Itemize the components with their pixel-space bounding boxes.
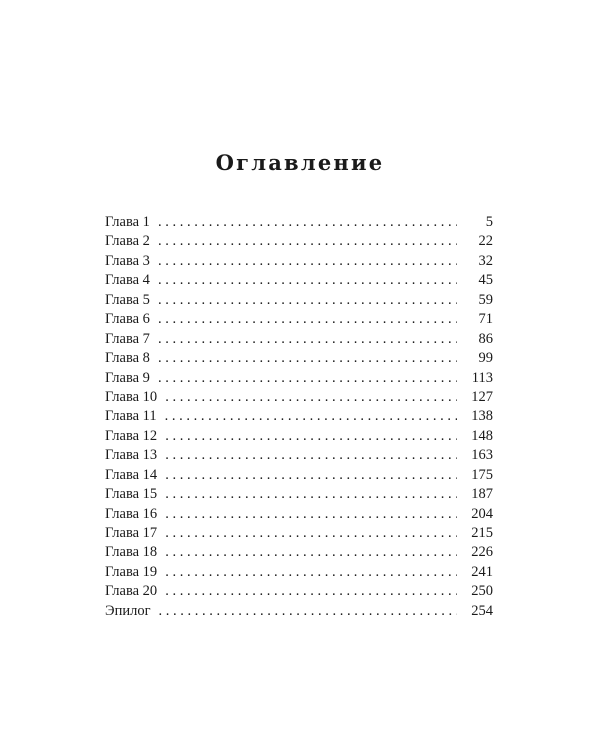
toc-entry-label: Глава 15: [105, 486, 158, 503]
dot-leader: [165, 543, 457, 562]
toc-entry[interactable]: [105, 582, 493, 601]
toc-entry-page-number: 254: [471, 602, 493, 619]
toc-entry-label: Глава 18: [105, 544, 158, 561]
toc-entry[interactable]: [105, 602, 493, 621]
toc-entry[interactable]: [105, 388, 493, 407]
toc-entry-label: Глава 10: [105, 388, 158, 405]
toc-entry[interactable]: [105, 446, 493, 465]
dot-leader: [159, 602, 457, 621]
dot-leader: [158, 349, 457, 368]
dot-leader: [165, 446, 457, 465]
toc-entry-label: Глава 6: [105, 311, 150, 328]
toc-entry[interactable]: [105, 543, 493, 562]
toc-entry[interactable]: [105, 349, 493, 368]
toc-entry-page-number: 241: [471, 563, 493, 580]
toc-entry[interactable]: [105, 291, 493, 310]
toc-entry[interactable]: [105, 563, 493, 582]
toc-entry-label: Глава 9: [105, 369, 150, 386]
toc-entry-label: Глава 12: [105, 427, 158, 444]
table-of-contents: [105, 213, 493, 621]
toc-entry-page-number: 59: [478, 291, 493, 308]
page-title: Оглавление: [215, 150, 385, 175]
dot-leader: [165, 407, 457, 426]
dot-leader: [165, 563, 457, 582]
toc-entry-page-number: 113: [471, 369, 493, 386]
toc-entry-page-number: 99: [478, 350, 493, 367]
dot-leader: [158, 291, 457, 310]
toc-entry-label: Глава 8: [105, 350, 150, 367]
toc-entry-page-number: 204: [471, 505, 493, 522]
dot-leader: [165, 427, 457, 446]
dot-leader: [158, 213, 457, 232]
toc-entry-label: Глава 14: [105, 466, 158, 483]
toc-entry-page-number: 138: [471, 408, 493, 425]
toc-entry[interactable]: [105, 330, 493, 349]
toc-entry-page-number: 250: [471, 583, 493, 600]
toc-entry[interactable]: [105, 466, 493, 485]
toc-entry-page-number: 45: [478, 272, 493, 289]
toc-entry-label: Глава 7: [105, 330, 150, 347]
toc-entry-label: Эпилог: [105, 602, 151, 619]
toc-entry-label: Глава 2: [105, 233, 150, 250]
toc-entry-page-number: 32: [478, 252, 493, 269]
toc-entry-page-number: 226: [471, 544, 493, 561]
toc-entry-page-number: 187: [471, 486, 493, 503]
toc-entry-label: Глава 4: [105, 272, 150, 289]
toc-entry-page-number: 5: [485, 214, 493, 230]
toc-entry[interactable]: [105, 369, 493, 388]
dot-leader: [165, 466, 457, 485]
toc-entry[interactable]: [105, 213, 493, 232]
toc-entry-page-number: 71: [478, 311, 493, 328]
dot-leader: [165, 485, 457, 504]
toc-entry-page-number: 22: [478, 233, 493, 250]
dot-leader: [158, 252, 457, 271]
toc-entry[interactable]: [105, 427, 493, 446]
toc-entry-page-number: 127: [471, 388, 493, 405]
toc-entry[interactable]: [105, 310, 493, 329]
toc-entry[interactable]: [105, 485, 493, 504]
dot-leader: [158, 310, 457, 329]
dot-leader: [158, 369, 457, 388]
toc-entry-label: Глава 20: [105, 583, 158, 600]
toc-entry-page-number: 215: [471, 525, 493, 541]
toc-entry-label: Глава 16: [105, 505, 158, 522]
dot-leader: [158, 271, 457, 290]
dot-leader: [165, 388, 457, 407]
toc-entry-label: Глава 19: [105, 563, 158, 580]
toc-entry[interactable]: [105, 271, 493, 290]
toc-entry[interactable]: [105, 232, 493, 251]
toc-entry[interactable]: [105, 252, 493, 271]
toc-entry-label: Глава 1: [105, 214, 150, 230]
toc-entry-label: Глава 5: [105, 291, 150, 308]
toc-entry[interactable]: [105, 407, 493, 426]
toc-entry-page-number: 86: [478, 330, 493, 347]
dot-leader: [165, 505, 457, 524]
dot-leader: [158, 232, 457, 251]
dot-leader: [165, 524, 457, 543]
toc-entry-label: Глава 13: [105, 447, 158, 464]
toc-entry-label: Глава 17: [105, 525, 158, 541]
toc-entry-page-number: 148: [471, 427, 493, 444]
toc-entry-page-number: 175: [471, 466, 493, 483]
toc-entry[interactable]: [105, 524, 493, 543]
toc-entry[interactable]: [105, 505, 493, 524]
dot-leader: [158, 330, 457, 349]
toc-entry-label: Глава 3: [105, 252, 150, 269]
dot-leader: [165, 582, 457, 601]
toc-entry-page-number: 163: [471, 447, 493, 464]
toc-entry-label: Глава 11: [105, 408, 157, 425]
